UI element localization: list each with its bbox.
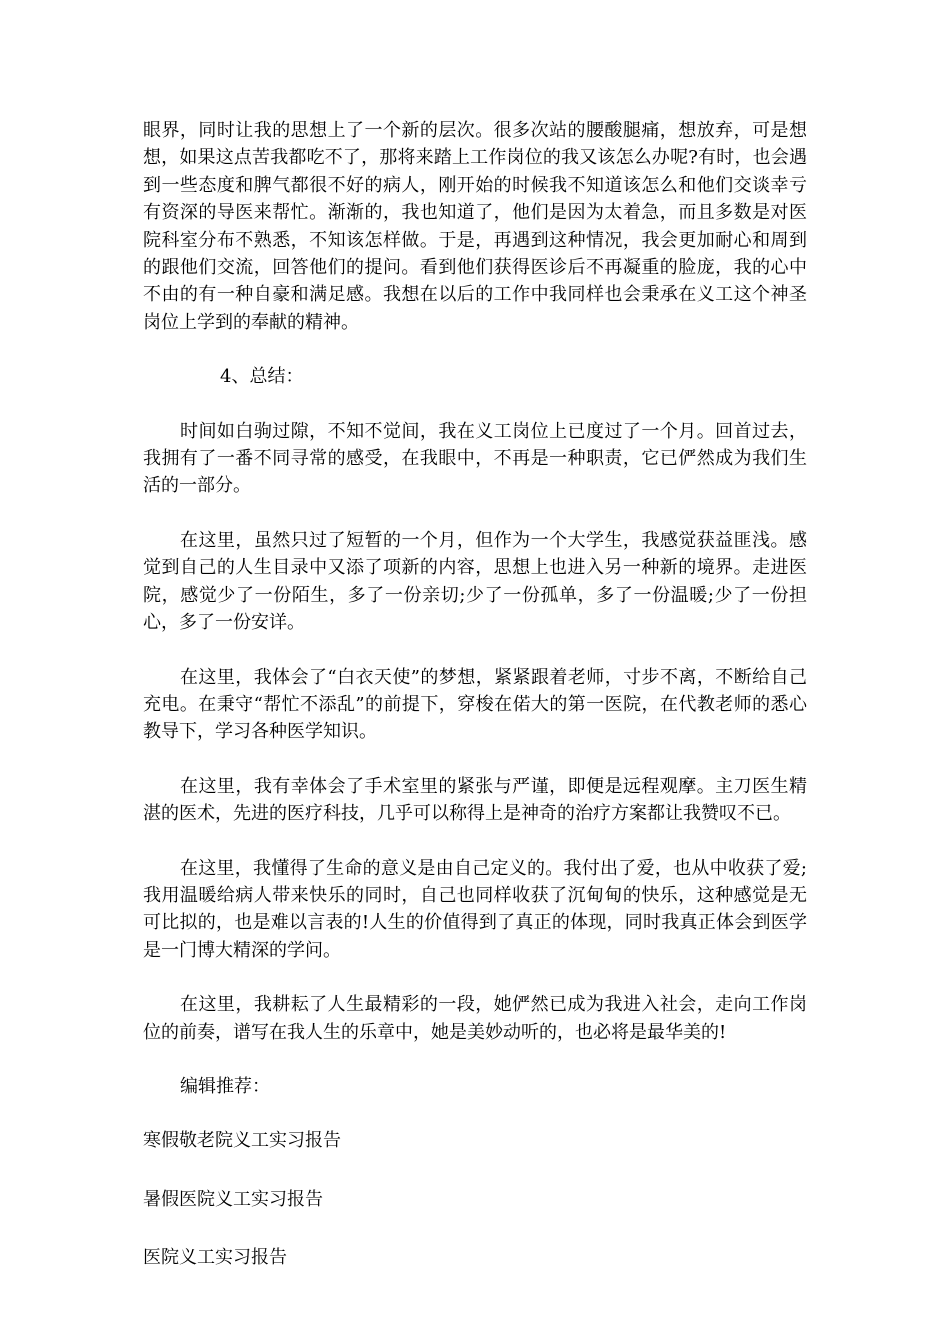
summary-paragraph-4: 在这里，我有幸体会了手术室里的紧张与严谨，即便是远程观摩。主刀医生精湛的医术，先进的医疗科技，几乎可以称得上是神奇的治疗方案都让我赞叹不已。	[143, 775, 807, 825]
summary-paragraph-2: 在这里，虽然只过了短暂的一个月，但作为一个大学生，我感觉获益匪浅。感觉到自己的人生目录中又添了项新的内容，思想上也进入另一种新的境界。走进医院，感觉少了一份陌生，多了一份亲切;少了一份孤单，多了一份温暖;少了一份担心，多了一份安详。	[143, 529, 807, 634]
recommended-link-2[interactable]: 暑假医院义工实习报告	[143, 1188, 323, 1210]
recommended-links-list	[143, 1127, 807, 1271]
recommended-link-1[interactable]: 寒假敬老院义工实习报告	[143, 1130, 341, 1152]
document-page	[143, 117, 807, 1303]
summary-paragraph-5: 在这里，我懂得了生命的意义是由自己定义的。我付出了爱，也从中收获了爱;我用温暖给病人带来快乐的同时，自己也同样收获了沉甸甸的快乐，这种感觉是无可比拟的，也是难以言表的!人生的价值得到了真正的体现，同时我真正体会到医学是一门博大精深的学问。	[143, 857, 807, 961]
summary-paragraph-6: 在这里，我耕耘了人生最精彩的一段，她俨然已成为我进入社会，走向工作岗位的前奏，谱写在我人生的乐章中，她是美妙动听的，也必将是最华美的!	[143, 994, 807, 1043]
section-heading: 4、总结：	[220, 366, 304, 388]
editor-recommend-label: 编辑推荐：	[180, 1075, 270, 1097]
summary-paragraph-3: 在这里，我体会了“白衣天使”的梦想，紧紧跟着老师，寸步不离，不断给自己充电。在秉守“帮忙不添乱”的前提下，穿梭在偌大的第一医院，在代教老师的悉心教导下，学习各种医学知识。	[143, 666, 807, 743]
body-paragraph: 眼界，同时让我的思想上了一个新的层次。很多次站的腰酸腿痛，想放弃，可是想想，如果这点苦我都吃不了，那将来踏上工作岗位的我又该怎么办呢?有时，也会遇到一些态度和脾气都很不好的病人，刚开始的时候我不知道该怎么和他们交谈幸亏有资深的导医来帮忙。渐渐的，我也知道了，他们是因为太着急，而且多数是对医院科室分布不熟悉，不知该怎样做。于是，再遇到这种情况，我会更加耐心和周到的跟他们交流，回答他们的提问。看到他们获得医诊后不再凝重的脸庞，我的心中不由的有一种自豪和满足感。我想在以后的工作中我同样也会秉承在义工这个神圣岗位上学到的奉献的精神。	[143, 120, 807, 333]
summary-paragraph-1: 时间如白驹过隙，不知不觉间，我在义工岗位上已度过了一个月。回首过去，我拥有了一番不同寻常的感受，在我眼中，不再是一种职责，它已俨然成为我们生活的一部分。	[143, 420, 807, 497]
recommended-link-3[interactable]: 医院义工实习报告	[143, 1247, 287, 1269]
